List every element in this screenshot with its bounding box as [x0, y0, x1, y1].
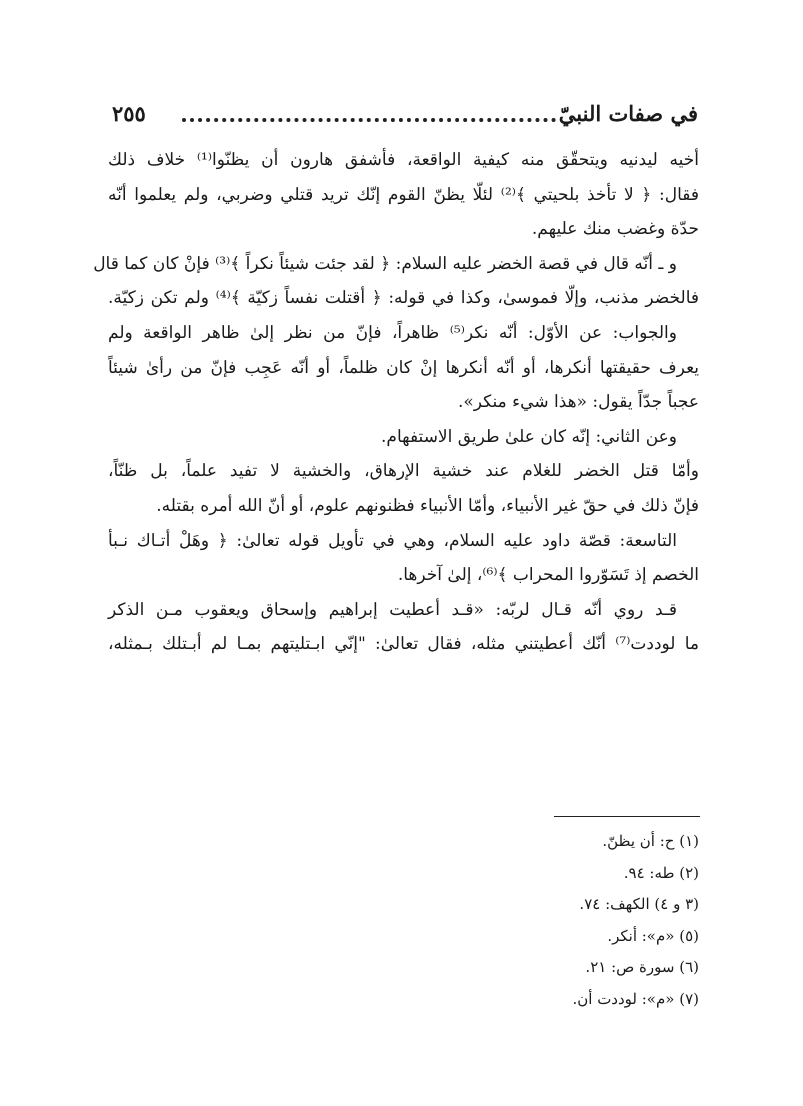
footnotes [299, 826, 699, 1015]
body-line-6: والجواب: عن الأوّل: أنّه نكر⁽⁵⁾ ظاهراً، فإنّ من نظر إلىٰ ظاهر الواقعة ولم [108, 322, 677, 343]
body-line-10: وأمّا قتل الخضر للغلام عند خشية الإرهاق، والخشية لا تفيد علماً، بل ظنّاً، [108, 461, 699, 482]
body-line-15: ما لوددت⁽⁷⁾ أنّك أعطيتني مثله، فقال تعالىٰ: "إنّي ابـتليتهم بمـا لم أبـتلك بـمثله، [108, 634, 699, 655]
footnote-1: (١) ح: أن يظنّ. [602, 832, 699, 850]
footnote-6: (٦) سورة ص: ٢١. [585, 958, 699, 976]
body-line-14: قـد روي أنّه قـال لربّه: «قـد أعطيت إبراهيم وإسحاق ويعقوب مـن الذكر [108, 599, 677, 620]
body-text [93, 143, 700, 662]
body-line-9: وعن الثاني: إنّه كان علىٰ طريق الاستفهام. [381, 426, 677, 447]
body-line-1: أخيه ليدنيه ويتحقّق منه كيفية الواقعة، فأشفق هارون أن يظنّوا⁽¹⁾ خلاف ذلك [108, 150, 699, 170]
body-line-8: عجباً جدّاً يقول: «هذا شيء منكر». [457, 392, 699, 413]
footnote-7: (٧) «م»: لوددت أن. [572, 989, 699, 1008]
body-line-13: الخصم إذ تَسَوّروا المحراب ﴾⁽⁶⁾، إلىٰ آخرها. [397, 565, 699, 586]
footnote-2: (٢) طه: ٩٤. [623, 863, 699, 882]
body-line-11: فإنّ ذلك في حقّ غير الأنبياء، وأمّا الأنبياء فظنونهم علوم، أو أنّ الله أمره بقتله. [156, 495, 699, 516]
page-number: ٢٥٥ [112, 101, 146, 126]
footnote-3-4: (٣ و ٤) الكهف: ٧٤. [579, 895, 699, 913]
body-line-7: يعرف حقيقتها أنكرها، أو أنّه أنكرها إنْ كان ظلماً، أو أنّه عَجِب فإنّ من رأىٰ شيئاً [108, 357, 699, 378]
body-line-4: و ـ أنّه قال في قصة الخضر عليه السلام: ﴿ لقد جئت شيئاً نكراً ﴾⁽³⁾ فإنْ كان كما قال [93, 253, 677, 274]
body-line-2: فقال: ﴿ لا تأخذ بلحيتي ﴾⁽²⁾ لئلّا يظنّ القوم إنّك تريد قتلي وضربي، ولم يعلموا أنّه [108, 184, 699, 205]
running-header-title: في صفات النبيّ [558, 101, 698, 126]
body-line-5: فالخضر مذنب، وإلّا فموسىٰ، وكذا في قوله: ﴿ أقتلت نفساً زكيّة ﴾⁽⁴⁾ ولم تكن زكيّة. [108, 288, 700, 309]
body-line-12: التاسعة: قصّة داود عليه السلام، وهي في تأويل قوله تعالىٰ: ﴿ وهَلْ أتـاك نـبأ [108, 530, 677, 551]
footnote-5: (٥) «م»: أنكر. [607, 926, 699, 945]
body-line-3: حدّة وغضب منك عليهم. [531, 219, 699, 240]
footnote-separator [554, 816, 700, 817]
running-header [112, 96, 698, 132]
header-dot-leader [182, 106, 556, 122]
